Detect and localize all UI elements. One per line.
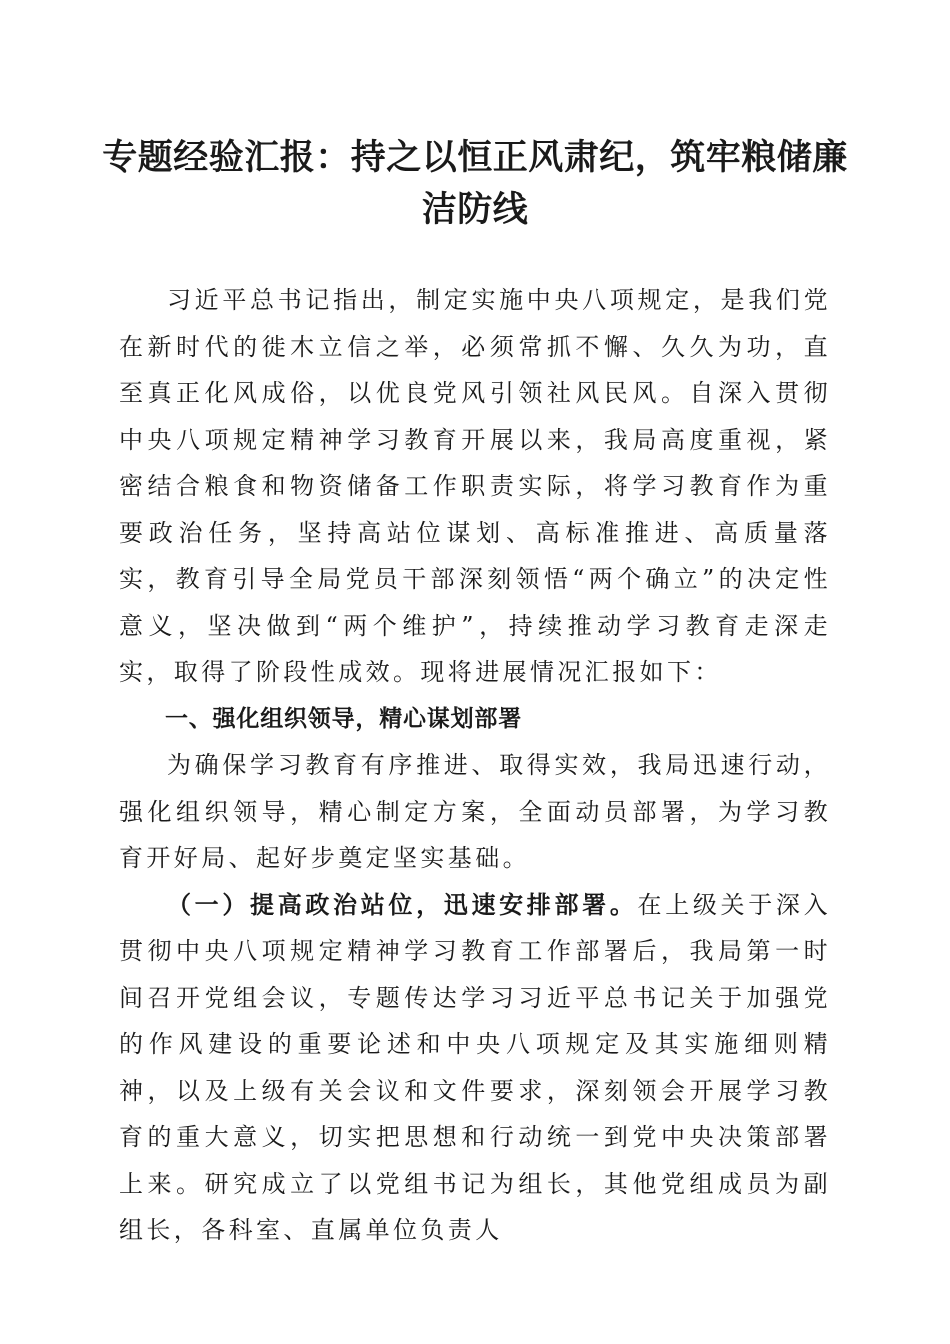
document-title: 专题经验汇报：持之以恒正风肃纪，筑牢粮储廉洁防线 xyxy=(102,137,848,230)
subsection-text: 在上级关于深入贯彻中央八项规定精神学习教育工作部署后，我局第一时间召开党组会议，专题传达学习习近平总书记关于加强党的作风建设的重要论述和中央八项规定及其实施细则精神，以及上级有关会议和文件要求，深刻领会开展学习教育的重大意义，切实把思想和行动统一到党中央决策部署上来。研究成立了以党组书记为组长，其他党组成员为副组长，各科室、直属单位负责人 xyxy=(119,890,831,1244)
intro-paragraph: 习近平总书记指出，制定实施中央八项规定，是我们党在新时代的徙木立信之举，必须常抓不懈、久久为功，直至真正化风成俗，以优良党风引领社风民风。自深入贯彻中央八项规定精神学习教育开展以来，我局高度重视，紧密结合粮食和物资储备工作职责实际，将学习教育作为重要政治任务，坚持高站位谋划、高标准推进、高质量落实，教育引导全局党员干部深刻领悟“两个确立”的决定性意义，坚决做到“两个维护”，持续推动学习教育走深走实，取得了阶段性成效。现将进展情况汇报如下： xyxy=(119,286,831,686)
document-body xyxy=(119,277,831,1254)
section-heading-1: 一、强化组织领导，精心谋划部署 xyxy=(165,705,522,732)
subsection-lead: （一）提高政治站位，迅速安排部署。 xyxy=(167,889,638,919)
section-1-paragraph: 为确保学习教育有序推进、取得实效，我局迅速行动，强化组织领导，精心制定方案，全面动员部署，为学习教育开好局、起好步奠定坚实基础。 xyxy=(119,751,831,872)
subsection-paragraph-1 xyxy=(119,882,831,1254)
